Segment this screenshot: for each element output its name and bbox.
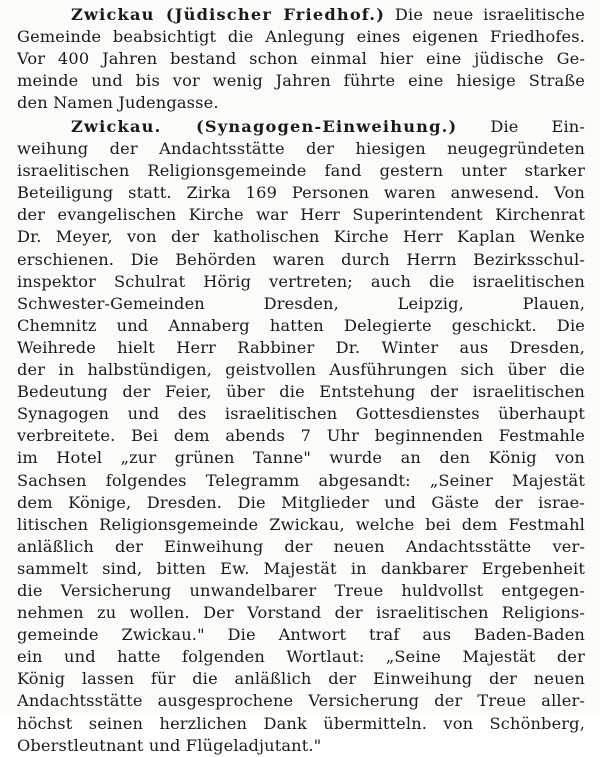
article-line: anläßlich der Einweihung der neuen Andachtsstätte ver- (17, 536, 585, 556)
article-line: Vor 400 Jahren bestand schon einmal hier eine jüdische Ge- (17, 49, 585, 69)
article-synagogen-einweihung (17, 116, 585, 757)
article-line: dem Könige, Dresden. Die Mitglieder und Gäste der israe- (17, 492, 585, 512)
article-line: im Hotel „zur grünen Tanne" wurde an den König von (17, 448, 585, 468)
article-line: den Namen Judengasse. (17, 93, 219, 113)
article-line: Sachsen folgendes Telegramm abgesandt: „Seiner Majestät (17, 470, 585, 490)
article-line: nehmen zu wollen. Der Vorstand der israelitischen Religions- (17, 603, 585, 623)
article-line: Gemeinde beabsichtigt die Anlegung eines eigenen Friedhofes. (17, 27, 585, 47)
article-line: Dr. Meyer, von der katholischen Kirche Herr Kaplan Wenke (17, 227, 585, 247)
article-line: verbreitete. Bei dem abends 7 Uhr beginnenden Festmahle (17, 426, 585, 446)
article-line: erschienen. Die Behörden waren durch Herrn Bezirksschul- (17, 249, 585, 269)
article-line: Bedeutung der Feier, über die Entstehung der israelitischen (17, 382, 585, 402)
article-headline: Zwickau (Jüdischer Friedhof.) (71, 5, 386, 24)
article-line: der evangelischen Kirche war Herr Superintendent Kirchenrat (17, 205, 585, 225)
article-line: Weihrede hielt Herr Rabbiner Dr. Winter aus Dresden, (17, 337, 585, 357)
article-line: inspektor Schulrat Hörig vertreten; auch die israelitischen (17, 271, 585, 291)
article-line: Synagogen und des israelitischen Gottesdienstes überhaupt (17, 404, 585, 424)
article-line: Oberstleutnant und Flügeladjutant." (17, 735, 322, 755)
article-headline: Zwickau. (Synagogen-Einweihung.) (71, 117, 458, 136)
article-line: meinde und bis vor wenig Jahren führte eine hiesige Straße (17, 71, 585, 91)
article-line: die Versicherung unwandelbarer Treue huldvollst entgegen- (17, 580, 585, 600)
article-line: der in halbstündigen, geistvollen Ausführungen sich über die (17, 360, 585, 380)
article-line: ein und hatte folgenden Wortlaut: „Seine Majestät der (17, 647, 585, 667)
article-line: Schwester-Gemeinden Dresden, Leipzig, Plauen, (17, 293, 585, 313)
article-text: Die neue israelitische (394, 5, 585, 24)
article-line: Chemnitz und Annaberg hatten Delegierte geschickt. Die (17, 315, 585, 335)
article-line: Beteiligung statt. Zirka 169 Personen waren anwesend. Von (17, 183, 585, 203)
article-line: gemeinde Zwickau." Die Antwort traf aus Baden-Baden (17, 625, 585, 645)
article-line (17, 4, 585, 26)
article-line (17, 116, 585, 138)
article-line: israelitischen Religionsgemeinde fand gestern unter starker (17, 161, 585, 181)
article-line: Andachtsstätte ausgesprochene Versicherung der Treue aller- (17, 691, 585, 711)
article-line: litischen Religionsgemeinde Zwickau, welche bei dem Festmahl (17, 514, 585, 534)
article-line: weihung der Andachtsstätte der hiesigen neugegründeten (17, 139, 585, 159)
article-line: König lassen für die anläßlich der Einweihung der neuen (17, 669, 585, 689)
article-juedischer-friedhof (17, 4, 585, 114)
article-line: sammelt sind, bitten Ew. Majestät in dankbarer Ergebenheit (17, 558, 585, 578)
article-line: höchst seinen herzlichen Dank übermitteln. von Schönberg, (17, 713, 585, 733)
article-text: Die Ein- (490, 117, 585, 136)
